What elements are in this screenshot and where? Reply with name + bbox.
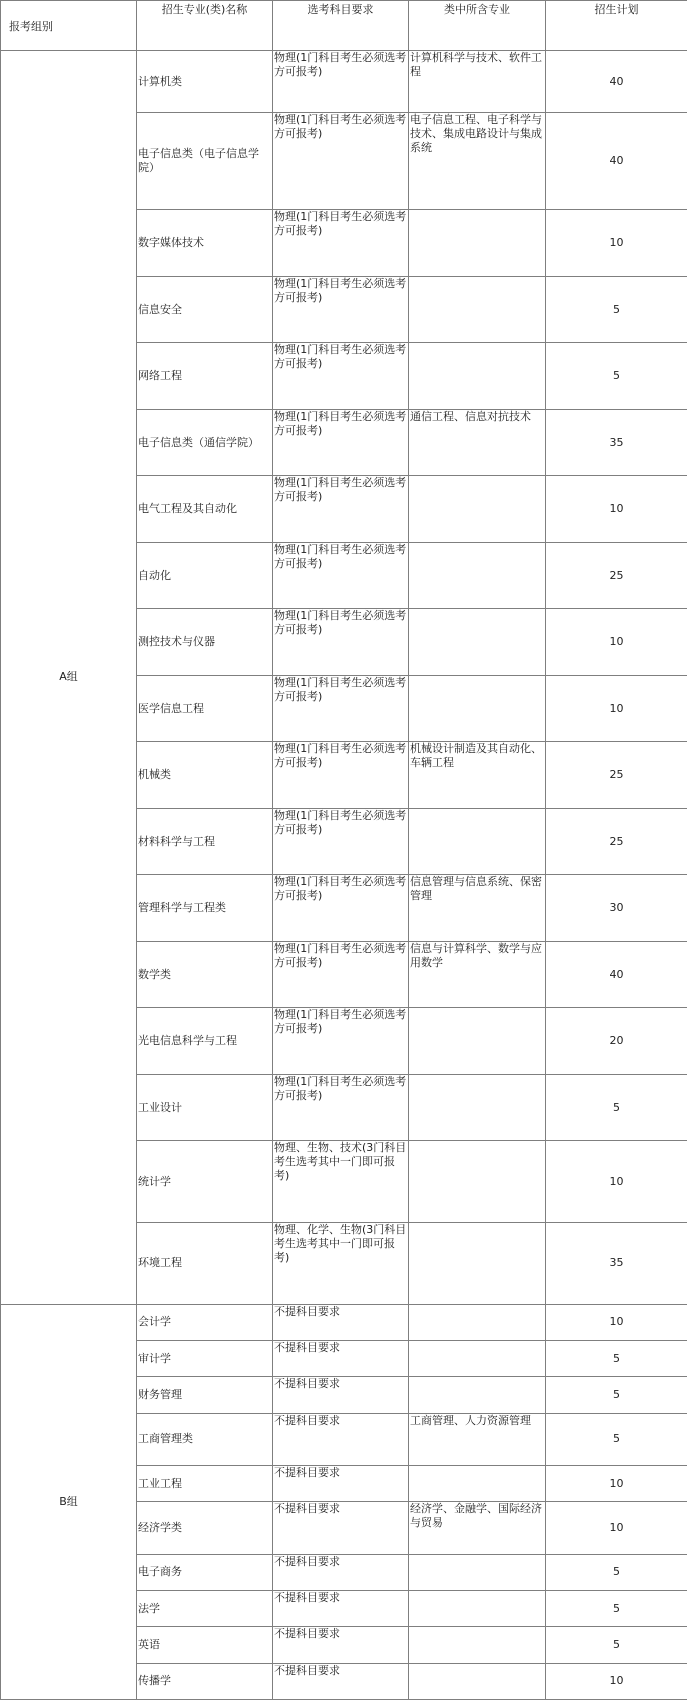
plan-cell: 25 bbox=[546, 742, 687, 809]
requirement-cell: 物理(1门科目考生必须选考方可报考) bbox=[273, 875, 409, 942]
plan-cell: 5 bbox=[546, 1074, 687, 1141]
requirement-cell: 不提科目要求 bbox=[273, 1304, 409, 1340]
plan-cell: 10 bbox=[546, 210, 687, 277]
sub-majors-cell bbox=[409, 808, 546, 875]
requirement-cell: 物理(1门科目考生必须选考方可报考) bbox=[273, 675, 409, 742]
sub-majors-cell bbox=[409, 1465, 546, 1501]
plan-cell: 20 bbox=[546, 1008, 687, 1075]
requirement-cell: 物理(1门科目考生必须选考方可报考) bbox=[273, 276, 409, 343]
requirement-cell: 物理、生物、技术(3门科目考生选考其中一门即可报考) bbox=[273, 1141, 409, 1223]
plan-cell: 5 bbox=[546, 276, 687, 343]
requirement-cell: 不提科目要求 bbox=[273, 1590, 409, 1626]
major-cell: 信息安全 bbox=[137, 276, 273, 343]
sub-majors-cell bbox=[409, 609, 546, 676]
major-cell: 医学信息工程 bbox=[137, 675, 273, 742]
requirement-cell: 物理(1门科目考生必须选考方可报考) bbox=[273, 1074, 409, 1141]
sub-majors-cell: 计算机科学与技术、软件工程 bbox=[409, 51, 546, 113]
major-cell: 管理科学与工程类 bbox=[137, 875, 273, 942]
sub-majors-cell bbox=[409, 1554, 546, 1590]
plan-cell: 5 bbox=[546, 1341, 687, 1377]
header-group: 报考组别 bbox=[1, 1, 137, 51]
major-cell: 机械类 bbox=[137, 742, 273, 809]
plan-cell: 10 bbox=[546, 1502, 687, 1554]
plan-cell: 10 bbox=[546, 1465, 687, 1501]
table-row bbox=[1, 1304, 687, 1340]
sub-majors-cell bbox=[409, 1590, 546, 1626]
sub-majors-cell bbox=[409, 1008, 546, 1075]
major-cell: 电子商务 bbox=[137, 1554, 273, 1590]
plan-cell: 10 bbox=[546, 1304, 687, 1340]
plan-cell: 5 bbox=[546, 1590, 687, 1626]
plan-cell: 10 bbox=[546, 609, 687, 676]
sub-majors-cell bbox=[409, 343, 546, 410]
requirement-cell: 不提科目要求 bbox=[273, 1465, 409, 1501]
requirement-cell: 物理(1门科目考生必须选考方可报考) bbox=[273, 542, 409, 609]
plan-cell: 10 bbox=[546, 476, 687, 543]
sub-majors-cell: 工商管理、人力资源管理 bbox=[409, 1413, 546, 1465]
plan-cell: 40 bbox=[546, 941, 687, 1008]
header-plan: 招生计划 bbox=[546, 1, 687, 51]
sub-majors-cell: 通信工程、信息对抗技术 bbox=[409, 409, 546, 476]
major-cell: 工商管理类 bbox=[137, 1413, 273, 1465]
requirement-cell: 物理(1门科目考生必须选考方可报考) bbox=[273, 343, 409, 410]
header-requirement: 选考科目要求 bbox=[273, 1, 409, 51]
requirement-cell: 不提科目要求 bbox=[273, 1502, 409, 1554]
major-cell: 英语 bbox=[137, 1627, 273, 1663]
plan-cell: 10 bbox=[546, 1663, 687, 1699]
major-cell: 统计学 bbox=[137, 1141, 273, 1223]
sub-majors-cell bbox=[409, 476, 546, 543]
plan-cell: 40 bbox=[546, 51, 687, 113]
plan-cell: 5 bbox=[546, 1554, 687, 1590]
major-cell: 计算机类 bbox=[137, 51, 273, 113]
major-cell: 材料科学与工程 bbox=[137, 808, 273, 875]
major-cell: 工业工程 bbox=[137, 1465, 273, 1501]
requirement-cell: 物理(1门科目考生必须选考方可报考) bbox=[273, 609, 409, 676]
sub-majors-cell bbox=[409, 1074, 546, 1141]
major-cell: 测控技术与仪器 bbox=[137, 609, 273, 676]
requirement-cell: 物理(1门科目考生必须选考方可报考) bbox=[273, 409, 409, 476]
requirement-cell: 不提科目要求 bbox=[273, 1554, 409, 1590]
major-cell: 审计学 bbox=[137, 1341, 273, 1377]
major-cell: 电子信息类（电子信息学院） bbox=[137, 113, 273, 210]
plan-cell: 5 bbox=[546, 343, 687, 410]
sub-majors-cell: 信息管理与信息系统、保密管理 bbox=[409, 875, 546, 942]
requirement-cell: 物理(1门科目考生必须选考方可报考) bbox=[273, 51, 409, 113]
plan-cell: 30 bbox=[546, 875, 687, 942]
requirement-cell: 不提科目要求 bbox=[273, 1377, 409, 1413]
major-cell: 会计学 bbox=[137, 1304, 273, 1340]
major-cell: 传播学 bbox=[137, 1663, 273, 1699]
major-cell: 法学 bbox=[137, 1590, 273, 1626]
requirement-cell: 物理、化学、生物(3门科目考生选考其中一门即可报考) bbox=[273, 1223, 409, 1305]
major-cell: 自动化 bbox=[137, 542, 273, 609]
sub-majors-cell bbox=[409, 1223, 546, 1305]
sub-majors-cell bbox=[409, 1377, 546, 1413]
requirement-cell: 物理(1门科目考生必须选考方可报考) bbox=[273, 941, 409, 1008]
sub-majors-cell: 经济学、金融学、国际经济与贸易 bbox=[409, 1502, 546, 1554]
sub-majors-cell bbox=[409, 542, 546, 609]
plan-cell: 25 bbox=[546, 542, 687, 609]
sub-majors-cell: 电子信息工程、电子科学与技术、集成电路设计与集成系统 bbox=[409, 113, 546, 210]
requirement-cell: 物理(1门科目考生必须选考方可报考) bbox=[273, 113, 409, 210]
plan-cell: 25 bbox=[546, 808, 687, 875]
plan-cell: 40 bbox=[546, 113, 687, 210]
sub-majors-cell bbox=[409, 210, 546, 277]
requirement-cell: 不提科目要求 bbox=[273, 1341, 409, 1377]
major-cell: 数字媒体技术 bbox=[137, 210, 273, 277]
sub-majors-cell bbox=[409, 675, 546, 742]
requirement-cell: 物理(1门科目考生必须选考方可报考) bbox=[273, 808, 409, 875]
major-cell: 电气工程及其自动化 bbox=[137, 476, 273, 543]
requirement-cell: 物理(1门科目考生必须选考方可报考) bbox=[273, 210, 409, 277]
sub-majors-cell bbox=[409, 1304, 546, 1340]
group-cell: A组 bbox=[1, 51, 137, 1305]
header-sub-majors: 类中所含专业 bbox=[409, 1, 546, 51]
requirement-cell: 物理(1门科目考生必须选考方可报考) bbox=[273, 1008, 409, 1075]
sub-majors-cell: 信息与计算科学、数学与应用数学 bbox=[409, 941, 546, 1008]
major-cell: 经济学类 bbox=[137, 1502, 273, 1554]
major-cell: 光电信息科学与工程 bbox=[137, 1008, 273, 1075]
plan-cell: 5 bbox=[546, 1377, 687, 1413]
plan-cell: 5 bbox=[546, 1627, 687, 1663]
requirement-cell: 物理(1门科目考生必须选考方可报考) bbox=[273, 476, 409, 543]
plan-cell: 10 bbox=[546, 675, 687, 742]
major-cell: 环境工程 bbox=[137, 1223, 273, 1305]
sub-majors-cell bbox=[409, 1141, 546, 1223]
table-body bbox=[1, 51, 687, 1700]
major-cell: 网络工程 bbox=[137, 343, 273, 410]
sub-majors-cell bbox=[409, 1663, 546, 1699]
requirement-cell: 物理(1门科目考生必须选考方可报考) bbox=[273, 742, 409, 809]
major-cell: 工业设计 bbox=[137, 1074, 273, 1141]
sub-majors-cell bbox=[409, 1627, 546, 1663]
requirement-cell: 不提科目要求 bbox=[273, 1663, 409, 1699]
sub-majors-cell bbox=[409, 1341, 546, 1377]
plan-cell: 35 bbox=[546, 409, 687, 476]
plan-cell: 5 bbox=[546, 1413, 687, 1465]
plan-cell: 35 bbox=[546, 1223, 687, 1305]
plan-cell: 10 bbox=[546, 1141, 687, 1223]
header-major: 招生专业(类)名称 bbox=[137, 1, 273, 51]
major-cell: 数学类 bbox=[137, 941, 273, 1008]
requirement-cell: 不提科目要求 bbox=[273, 1413, 409, 1465]
group-cell: B组 bbox=[1, 1304, 137, 1699]
sub-majors-cell: 机械设计制造及其自动化、车辆工程 bbox=[409, 742, 546, 809]
major-cell: 财务管理 bbox=[137, 1377, 273, 1413]
requirement-cell: 不提科目要求 bbox=[273, 1627, 409, 1663]
major-cell: 电子信息类（通信学院） bbox=[137, 409, 273, 476]
sub-majors-cell bbox=[409, 276, 546, 343]
table-row bbox=[1, 51, 687, 113]
